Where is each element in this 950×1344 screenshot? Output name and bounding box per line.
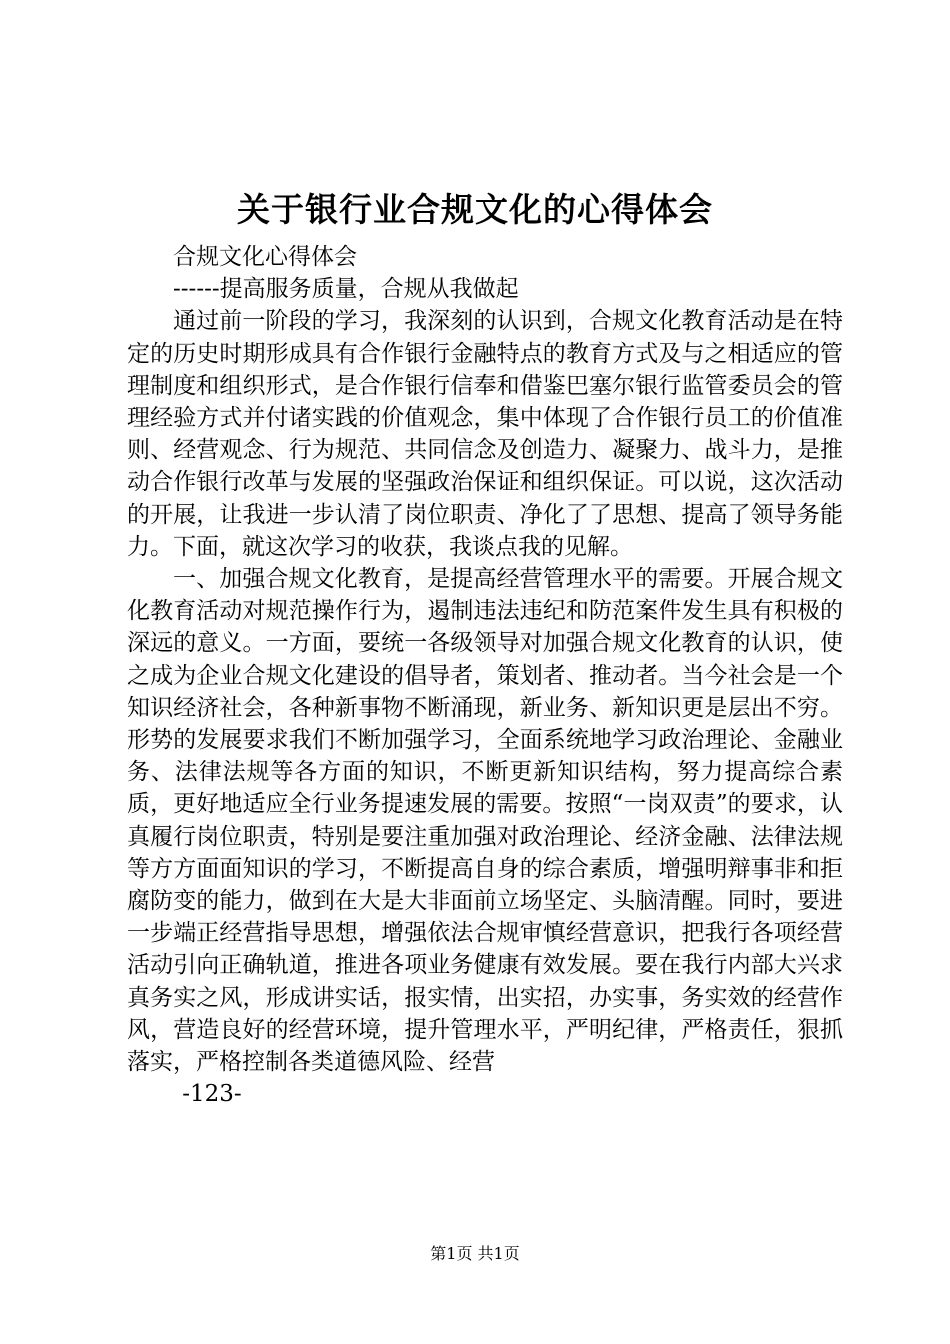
document-title: 关于银行业合规文化的心得体会: [237, 190, 713, 229]
subtitle-line-2: ------提高服务质量，合规从我做起: [173, 276, 519, 303]
paragraph-2: 一、加强合规文化教育，是提高经营管理水平的需要。开展合规文化教育活动对规范操作行为，遏制违法违纪和防范案件发生具有积极的深远的意义。一方面，要统一各级领导对加强合规文化教育的认识，使之成为企业合规文化建设的倡导者，策划者、推动者。当今社会是一个知识经济社会，各种新事物不断涌现，新业务、新知识更是层出不穷。形势的发展要求我们不断加强学习，全面系统地学习政治理论、金融业务、法律法规等各方面的知识，不断更新知识结构，努力提高综合素质，更好地适应全行业务提速发展的需要。按照“一岗双责”的要求，认真履行岗位职责，特别是要注重加强对政治理论、经济金融、法律法规等方方面面知识的学习，不断提高自身的综合素质，增强明辩事非和拒腐防变的能力，做到在大是大非面前立场坚定、头脑清醒。同时，要进一步端正经营指导思想，增强依法合规审慎经营意识，把我行各项经营活动引向正确轨道，推进各项业务健康有效发展。要在我行内部大兴求真务实之风，形成讲实话，报实情，出实招，办实事，务实效的经营作风，营造良好的经营环境，提升管理水平，严明纪律，严格责任，狠抓落实，严格控制各类道德风险、经营: [127, 566, 843, 1076]
subtitle-line-1: 合规文化心得体会: [173, 244, 357, 270]
paragraph-1: 通过前一阶段的学习，我深刻的认识到，合规文化教育活动是在特定的历史时期形成具有合作银行金融特点的教育方式及与之相适应的管理制度和组织形式，是合作银行信奉和借鉴巴塞尔银行监管委员会的管理经验方式并付诸实践的价值观念，集中体现了合作银行员工的价值准则、经营观念、行为规范、共同信念及创造力、凝聚力、战斗力，是推动合作银行改革与发展的坚强政治保证和组织保证。可以说，这次活动的开展，让我进一步认清了岗位职责、净化了了思想、提高了领导务能力。下面，就这次学习的收获，我谈点我的见解。: [127, 308, 843, 560]
inline-page-number: -123-: [182, 1081, 242, 1108]
page-footer: 第1页 共1页: [430, 1244, 520, 1263]
document-body: [127, 241, 843, 1110]
